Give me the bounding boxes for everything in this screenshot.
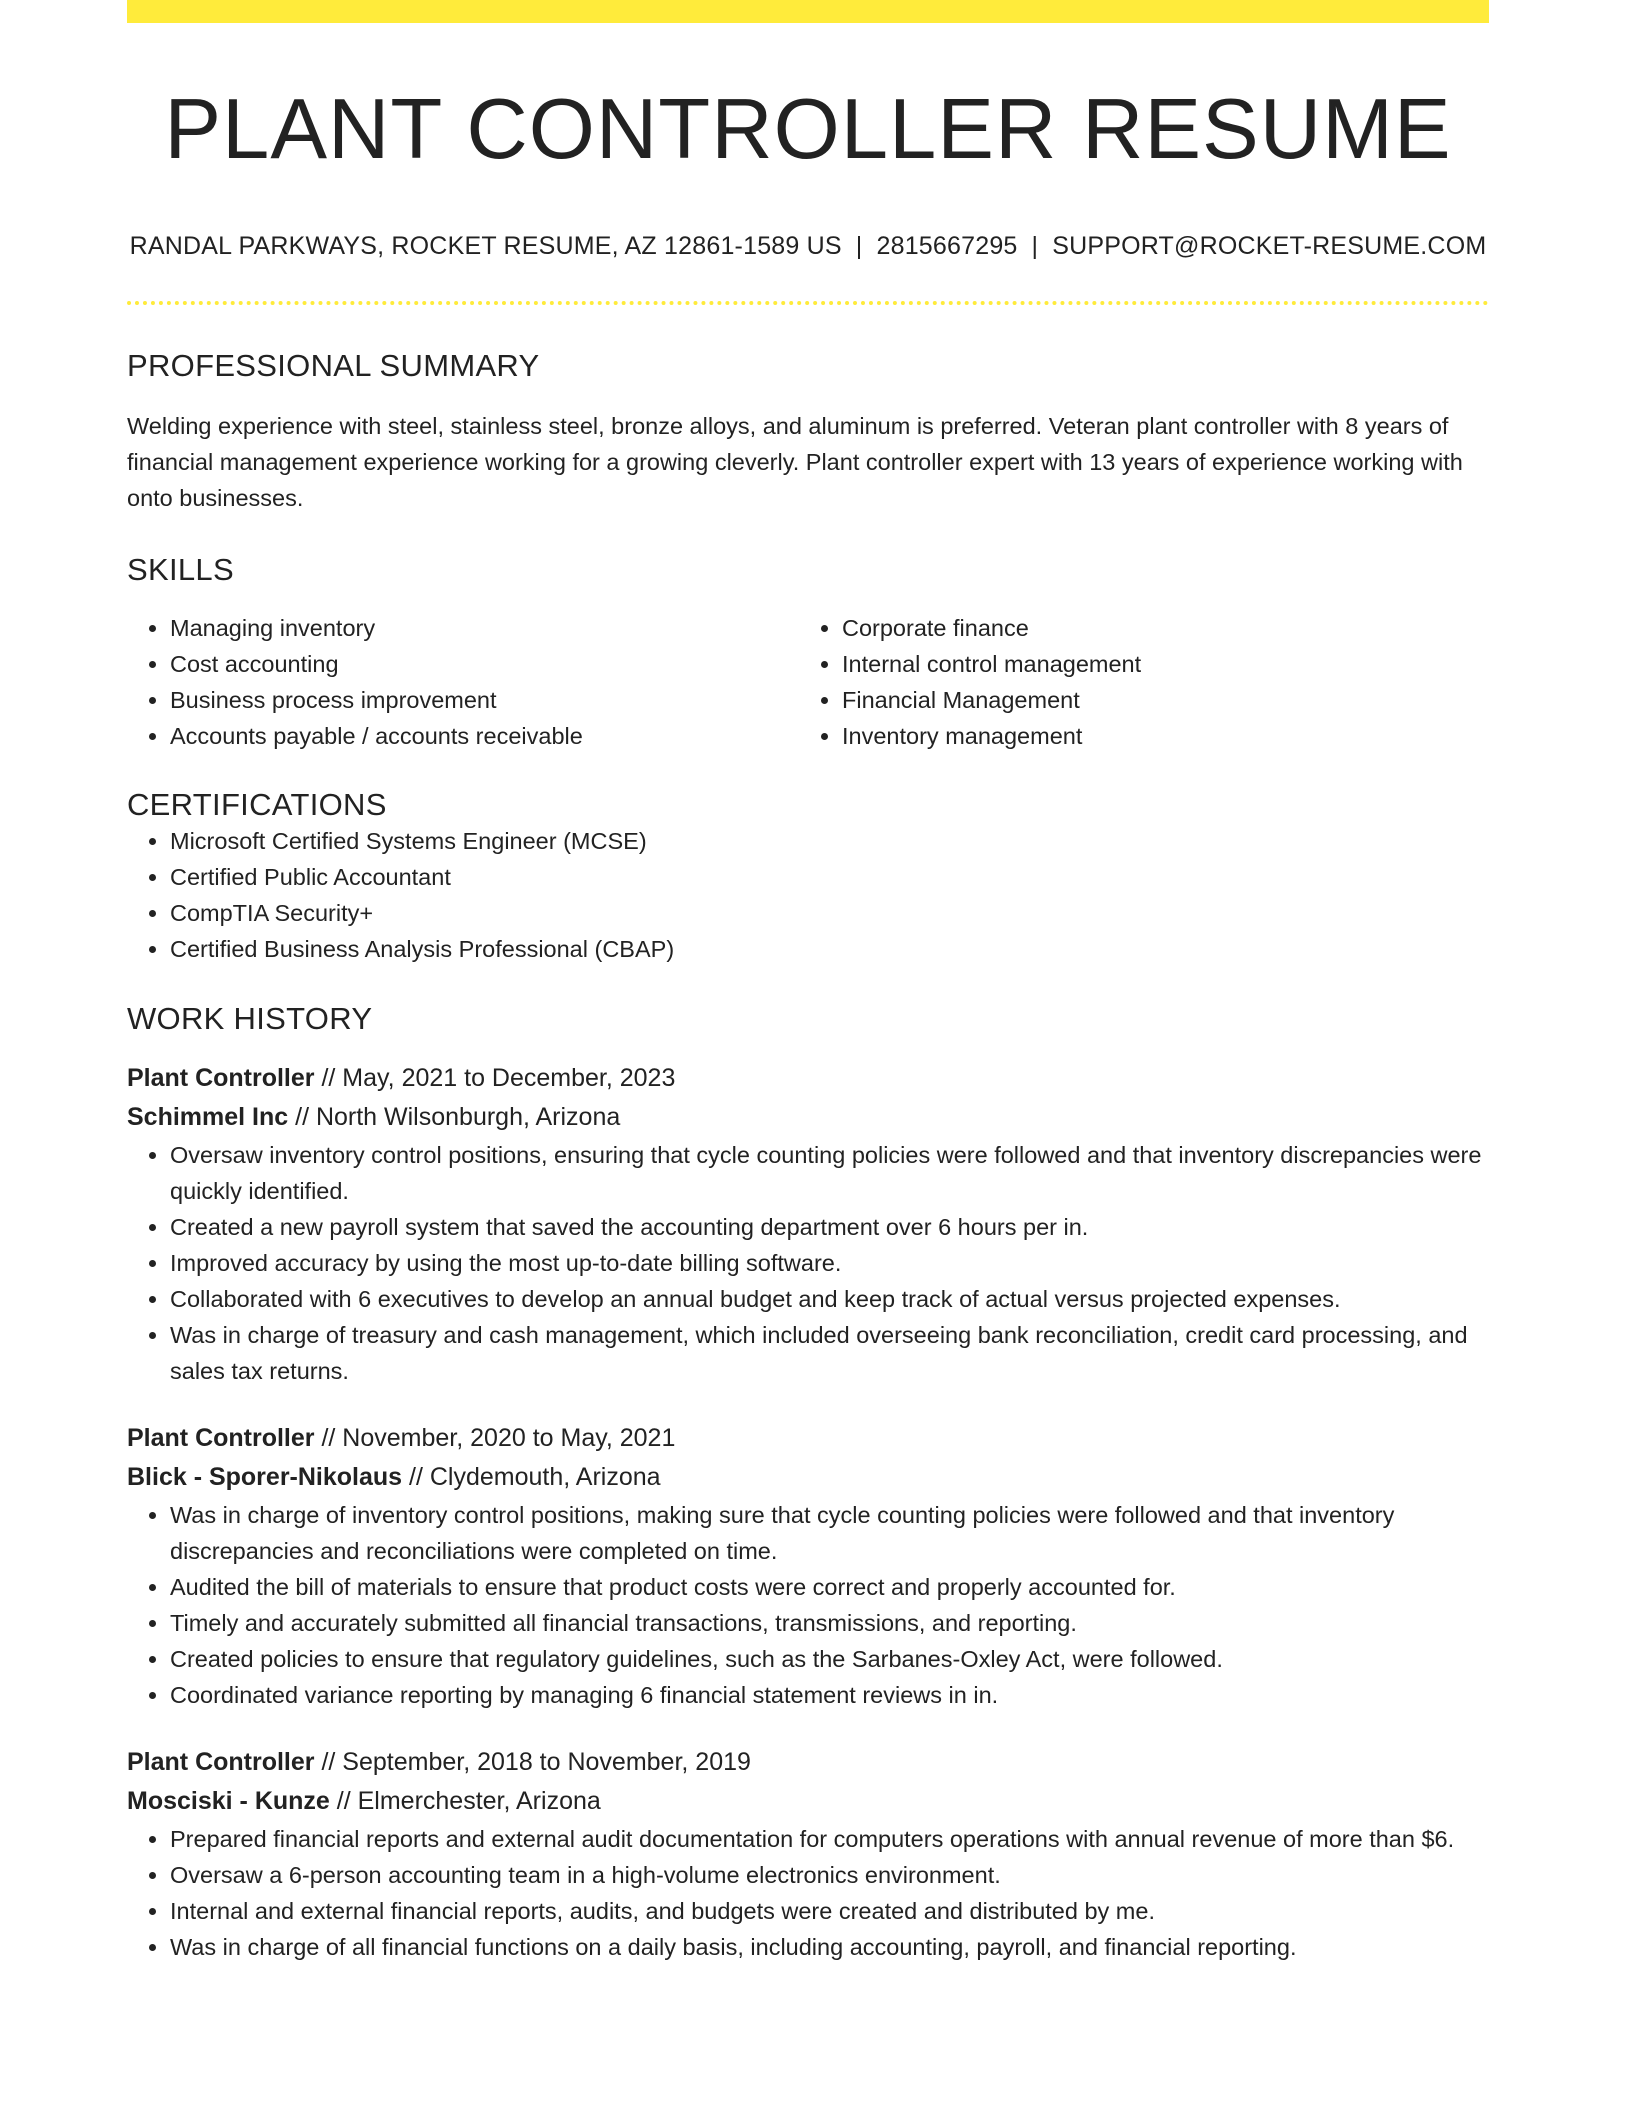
skills-columns: [127, 610, 1489, 754]
job-company-line: [127, 1098, 1489, 1137]
dotted-divider: [127, 301, 1489, 305]
skill-item: • Internal control management: [842, 646, 1471, 682]
job-bullet: • Internal and external financial reports, audits, and budgets were created and distributed by me.: [170, 1893, 1489, 1929]
contact-separator: |: [1031, 231, 1039, 260]
job-bullet: • Was in charge of inventory control positions, making sure that cycle counting policies were followed and that inventory discrepancies and reconciliations were completed on time.: [170, 1497, 1489, 1569]
contact-line: [127, 232, 1489, 261]
job-bullet-list: [127, 1137, 1489, 1389]
job-entry: [127, 1743, 1489, 1965]
job-bullet: • Prepared financial reports and external audit documentation for computers operations with annual revenue of more than $6.: [170, 1821, 1489, 1857]
summary-text: Welding experience with steel, stainless steel, bronze alloys, and aluminum is preferred. Veteran plant controller with 8 years of financial management experience working for a growing cleverly. Plant controller expert with 13 years of experience working with onto businesses.: [127, 412, 1463, 511]
skill-item: • Inventory management: [842, 718, 1471, 754]
job-company: Blick - Sporer-Nikolaus: [127, 1462, 403, 1491]
contact-address: RANDAL PARKWAYS, ROCKET RESUME, AZ 12861-1589 US: [129, 231, 842, 260]
resume-page: [127, 0, 1489, 1965]
certification-item: • Certified Business Analysis Professional (CBAP): [170, 931, 1489, 967]
certification-item: • Microsoft Certified Systems Engineer (MCSE): [170, 823, 1489, 859]
job-bullet: • Was in charge of all financial functions on a daily basis, including accounting, payroll, and financial reporting.: [170, 1929, 1489, 1965]
skill-item: • Accounts payable / accounts receivable: [170, 718, 799, 754]
job-company-line: [127, 1782, 1489, 1821]
job-company: Schimmel Inc: [127, 1102, 289, 1131]
skill-item: • Business process improvement: [170, 682, 799, 718]
certifications-heading: CERTIFICATIONS: [127, 786, 387, 822]
job-bullet-list: [127, 1821, 1489, 1965]
job-location: // Clydemouth, Arizona: [402, 1462, 661, 1491]
skill-item: • Cost accounting: [170, 646, 799, 682]
job-title: Plant Controller: [127, 1747, 315, 1776]
skills-column-left: [127, 610, 799, 754]
skills-list-left: [127, 610, 799, 754]
skill-item: • Corporate finance: [842, 610, 1471, 646]
skills-list-right: [799, 610, 1471, 754]
work-history-heading: WORK HISTORY: [127, 1000, 373, 1036]
job-dates: // September, 2018 to November, 2019: [314, 1747, 751, 1776]
job-bullet: • Audited the bill of materials to ensure that product costs were correct and properly accounted for.: [170, 1569, 1489, 1605]
certifications-list: [127, 823, 1489, 967]
job-title: Plant Controller: [127, 1063, 315, 1092]
job-title-line: [127, 1743, 1489, 1782]
job-bullet: • Collaborated with 6 executives to develop an annual budget and keep track of actual versus projected expenses.: [170, 1281, 1489, 1317]
skills-column-right: [799, 610, 1471, 754]
skill-item: • Financial Management: [842, 682, 1471, 718]
contact-separator: |: [855, 231, 863, 260]
job-bullet: • Oversaw inventory control positions, ensuring that cycle counting policies were followed and that inventory discrepancies were quickly identified.: [170, 1137, 1489, 1209]
job-location: // Elmerchester, Arizona: [329, 1786, 601, 1815]
certification-item: • Certified Public Accountant: [170, 859, 1489, 895]
job-bullet: • Created policies to ensure that regulatory guidelines, such as the Sarbanes-Oxley Act, were followed.: [170, 1641, 1489, 1677]
job-title: Plant Controller: [127, 1423, 315, 1452]
job-bullet: • Coordinated variance reporting by managing 6 financial statement reviews in in.: [170, 1677, 1489, 1713]
job-company-line: [127, 1458, 1489, 1497]
job-entry: [127, 1419, 1489, 1713]
job-company: Mosciski - Kunze: [127, 1786, 330, 1815]
skills-heading: SKILLS: [127, 551, 234, 587]
job-title-line: [127, 1059, 1489, 1098]
job-bullet: • Oversaw a 6-person accounting team in a high-volume electronics environment.: [170, 1857, 1489, 1893]
skill-item: • Managing inventory: [170, 610, 799, 646]
contact-phone[interactable]: 2815667295: [876, 231, 1018, 260]
job-title-line: [127, 1419, 1489, 1458]
job-bullet: • Improved accuracy by using the most up-to-date billing software.: [170, 1245, 1489, 1281]
job-bullet: • Was in charge of treasury and cash management, which included overseeing bank reconciliation, credit card processing, and sales tax returns.: [170, 1317, 1489, 1389]
summary-heading: PROFESSIONAL SUMMARY: [127, 347, 540, 383]
certification-item: • CompTIA Security+: [170, 895, 1489, 931]
contact-email[interactable]: SUPPORT@ROCKET-RESUME.COM: [1052, 231, 1487, 260]
job-bullet: • Timely and accurately submitted all financial transactions, transmissions, and reporting.: [170, 1605, 1489, 1641]
job-location: // North Wilsonburgh, Arizona: [288, 1102, 621, 1131]
job-dates: // May, 2021 to December, 2023: [314, 1063, 676, 1092]
job-entry: [127, 1059, 1489, 1389]
job-bullet-list: [127, 1497, 1489, 1713]
resume-title: PLANT CONTROLLER RESUME: [164, 82, 1452, 177]
job-dates: // November, 2020 to May, 2021: [314, 1423, 676, 1452]
job-bullet: • Created a new payroll system that saved the accounting department over 6 hours per in.: [170, 1209, 1489, 1245]
top-accent-bar: [127, 0, 1489, 23]
